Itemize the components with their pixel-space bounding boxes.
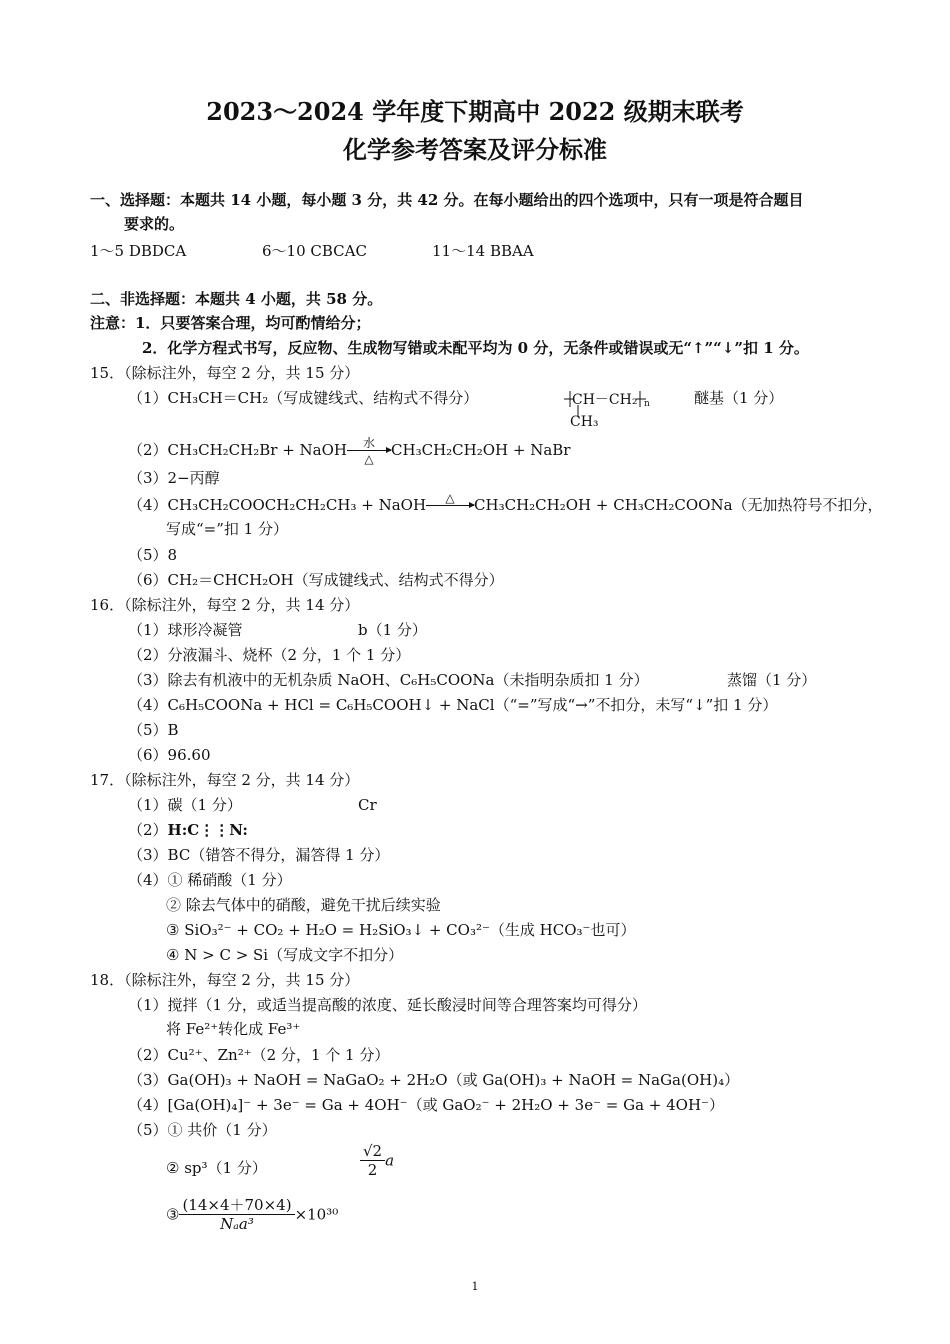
q15-answer-4-line2: 写成“=”扣 1 分） (166, 520, 288, 538)
electron-formula: H:C⋮⋮N: (167, 821, 248, 839)
page-subtitle: 化学参考答案及评分标准 (343, 135, 607, 164)
q16-answer-3: （3）除去有机液中的无机杂质 NaOH、C₆H₅COONa（未指明杂质扣 1 分） (128, 671, 649, 689)
polymer-bottom: CH₃ (570, 414, 599, 430)
q18-answer-5-1: （5）① 共价（1 分） (128, 1121, 277, 1139)
density-fraction (179, 1196, 294, 1233)
q15-answer-1-extra: 醚基（1 分） (694, 389, 784, 407)
arrow-cond-top: 水 (363, 436, 376, 450)
q18-answer-4: （4）[Ga(OH)₄]⁻ + 3e⁻ = Ga + 4OH⁻（或 GaO₂⁻ + 2H₂O + 3e⁻ = Ga + 4OH⁻） (128, 1096, 724, 1114)
q18-answer-5-2-fraction (360, 1142, 394, 1179)
q18-answer-5-2: ② sp³（1 分） (166, 1159, 267, 1177)
q15-a4-right: CH₃CH₂CH₂OH + CH₃CH₂COONa（无加热符号不扣分， (474, 496, 883, 514)
q18-answer-5-3 (166, 1196, 338, 1233)
arrow-cond-top: △ (445, 491, 455, 505)
reaction-arrow (426, 491, 474, 516)
q17-answer-4-3: ③ SiO₃²⁻ + CO₂ + H₂O = H₂SiO₃↓ + CO₃²⁻（生成 HCO₃⁻也可） (166, 921, 636, 939)
polymer-top: CH－CH₂ (572, 392, 638, 408)
q17-head: 17．（除标注外，每空 2 分，共 14 分） (90, 771, 360, 789)
q15-answer-4 (128, 491, 883, 516)
density-numerator: (14×4＋70×4) (179, 1196, 294, 1215)
q15-a2-left: （2）CH₃CH₂CH₂Br + NaOH (128, 441, 348, 459)
q15-answer-3: （3）2−丙醇 (128, 469, 220, 487)
q15-a2-right: CH₃CH₂CH₂OH + NaBr (391, 441, 571, 459)
answer-11-14: 11～14 BBAA (432, 242, 534, 260)
q16-answer-6: （6）96.60 (128, 746, 211, 764)
q16-answer-1: （1）球形冷凝管 (128, 621, 243, 639)
page-number: 1 (471, 1280, 479, 1293)
q15-answer-1: （1）CH₃CH＝CH₂（写成键线式、结构式不得分） (128, 389, 479, 407)
q15-head: 15．（除标注外，每空 2 分，共 15 分） (90, 364, 360, 382)
q16-answer-3-extra: 蒸馏（1 分） (727, 671, 817, 689)
density-multiplier: ×10³⁰ (294, 1205, 339, 1224)
q18-head: 18．（除标注外，每空 2 分，共 15 分） (90, 971, 360, 989)
q16-answer-2: （2）分液漏斗、烧杯（2 分，1 个 1 分） (128, 646, 411, 664)
note-2: 2．化学方程式书写，反应物、生成物写错或未配平均为 0 分，无条件或错误或无“↑”“↓”扣 1 分。 (142, 339, 809, 357)
q17-answer-1-extra: Cr (358, 796, 377, 814)
q18-answer-3: （3）Ga(OH)₃ + NaOH = NaGaO₂ + 2H₂O（或 Ga(OH)₃ + NaOH = NaGa(OH)₄） (128, 1071, 740, 1089)
q15-answer-6: （6）CH₂＝CHCH₂OH（写成键线式、结构式不得分） (128, 571, 504, 589)
q17-answer-1: （1）碳（1 分） (128, 796, 242, 814)
q17-a2-label: （2） (128, 821, 168, 839)
q16-answer-5: （5）B (128, 721, 179, 739)
arrow-cond-bot: △ (364, 452, 374, 466)
fraction-denominator: 2 (367, 1161, 378, 1179)
note-1: 注意：1．只要答案合理，均可酌情给分； (90, 314, 371, 332)
section1-line2: 要求的。 (124, 215, 185, 233)
sqrt2-over-2 (360, 1142, 385, 1179)
answer-1-5: 1～5 DBDCA (90, 242, 187, 260)
polymer-structure (562, 389, 662, 431)
reaction-arrow (347, 436, 391, 466)
q15-answer-5: （5）8 (128, 546, 178, 564)
page-title: 2023～2024 学年度下期高中 2022 级期末联考 (206, 97, 744, 126)
q17-answer-4-4: ④ N > C > Si（写成文字不扣分） (166, 946, 404, 964)
q18-answer-1: （1）搅拌（1 分，或适当提高酸的浓度、延长酸浸时间等合理答案均可得分） (128, 996, 647, 1014)
answer-6-10: 6～10 CBCAC (262, 242, 367, 260)
section2-head: 二、非选择题：本题共 4 小题，共 58 分。 (90, 290, 383, 308)
fraction-numerator: √2 (360, 1142, 385, 1161)
q16-answer-1-extra: b（1 分） (358, 621, 427, 639)
q16-head: 16．（除标注外，每空 2 分，共 14 分） (90, 596, 360, 614)
q17-answer-3: （3）BC（错答不得分，漏答得 1 分） (128, 846, 390, 864)
density-denominator: Nₐa³ (220, 1215, 254, 1233)
q15-answer-2 (128, 436, 571, 466)
circle-3-label: ③ (166, 1205, 180, 1224)
q18-answer-1-line2: 将 Fe²⁺转化成 Fe³⁺ (166, 1020, 301, 1038)
q16-answer-4: （4）C₆H₅COONa + HCl = C₆H₅COOH↓ + NaCl（“=”写成“→”不扣分，未写“↓”扣 1 分） (128, 696, 778, 714)
q17-answer-2 (128, 820, 248, 840)
section1-line1: 一、选择题：本题共 14 小题，每小题 3 分，共 42 分。在每小题给出的四个选项中，只有一项是符合题目 (90, 191, 804, 209)
q17-answer-4-2: ② 除去气体中的硝酸，避免干扰后续实验 (166, 896, 441, 914)
q17-answer-4-1: （4）① 稀硝酸（1 分） (128, 871, 292, 889)
q15-a4-left: （4）CH₃CH₂COOCH₂CH₂CH₃ + NaOH (128, 496, 427, 514)
variable-a: a (385, 1151, 395, 1170)
q18-answer-2: （2）Cu²⁺、Zn²⁺（2 分，1 个 1 分） (128, 1046, 390, 1064)
polymer-n: n (644, 399, 650, 409)
